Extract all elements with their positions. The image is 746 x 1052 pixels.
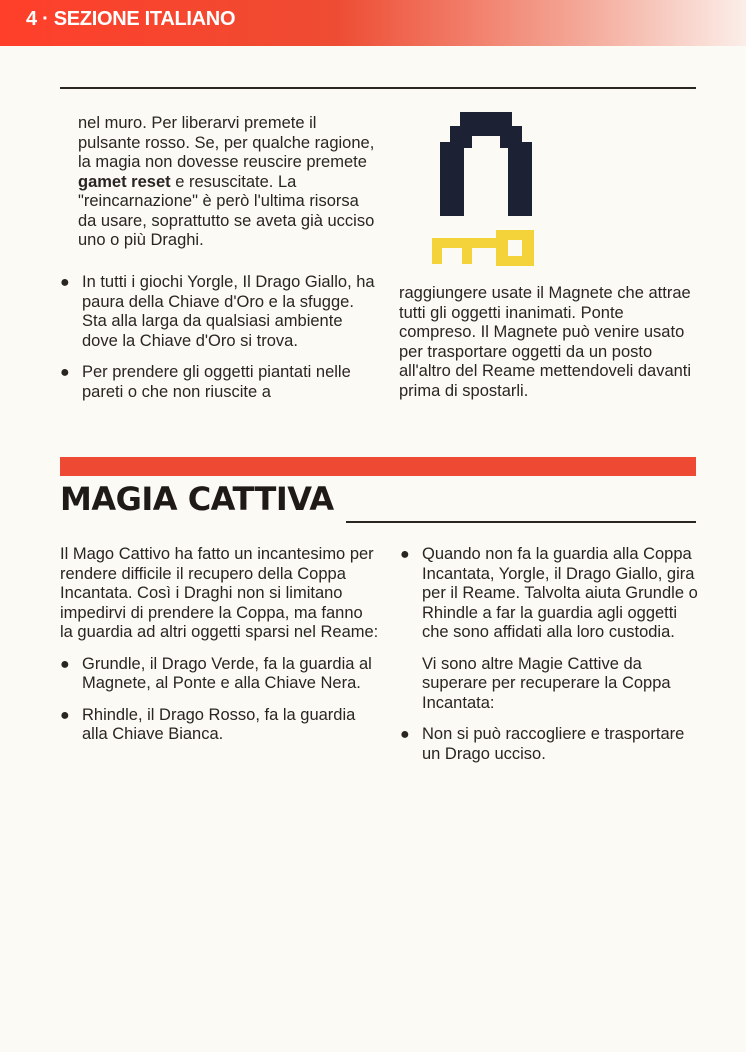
top-left-bullets	[60, 273, 380, 414]
gold-key-icon	[432, 230, 534, 266]
list-item-text: Per prendere gli oggetti piantati nelle pareti o che non riuscite a	[82, 363, 351, 401]
bullet-icon: ●	[400, 546, 410, 563]
intro-text-2: e resuscitate. La "reincarnazione" è però l'ultima risorsa da usare, soprattutto se aveta già ucciso uno o più Draghi.	[78, 172, 375, 249]
top-left-column	[78, 114, 378, 263]
section-red-bar	[60, 457, 696, 476]
list-item	[60, 363, 380, 402]
magnet-paragraph: raggiungere usate il Magnete che attrae tutti gli oggetti inanimati. Ponte compreso. Il Magnete può venire usato per trasportare oggetti da un posto all'altro del Reame mettendoveli davanti prima di spostarli.	[399, 284, 692, 400]
bullet-icon: ●	[60, 274, 70, 291]
list-item-text: Rhindle, il Drago Rosso, fa la guardia alla Chiave Bianca.	[82, 705, 356, 743]
list-item-text: In tutti i giochi Yorgle, Il Drago Giallo, ha paura della Chiave d'Oro e la sfugge. Sta alla larga da qualsiasi ambiente dove la Chiave d'Oro si trova.	[82, 273, 375, 350]
list-item	[60, 655, 380, 694]
section-intro-paragraph: Il Mago Cattivo ha fatto un incantesimo per rendere difficile il recupero della Coppa Incantata. Così i Draghi non si limitano impedirvi di prendere la Coppa, ma fanno la guardia ad altri oggetti sparsi nel Reame:	[60, 545, 379, 641]
bullet-icon: ●	[400, 726, 410, 743]
bullet-icon: ●	[60, 655, 70, 673]
list-item-text: Non si può raccogliere e trasportare un Drago ucciso.	[422, 725, 685, 763]
top-right-column	[399, 284, 699, 413]
list-item	[60, 706, 380, 745]
top-rule	[60, 87, 696, 89]
castle-gate-icon	[434, 112, 538, 216]
section-right-column	[400, 545, 700, 776]
section-title: MAGIA CATTIVA	[60, 480, 334, 518]
bullet-icon: ●	[60, 706, 70, 724]
list-item-text: Quando non fa la guardia alla Coppa Incantata, Yorgle, il Drago Giallo, gira per il Reame. Talvolta aiuta Grundle o Rhindle a far la guardia agli oggetti che sono affidati alla loro custodia.	[422, 545, 698, 641]
intro-bold-text: gamet reset	[78, 172, 171, 191]
list-item-text: Grundle, il Drago Verde, fa la guardia al Magnete, al Ponte e alla Chiave Nera.	[82, 654, 372, 692]
intro-paragraph	[78, 114, 378, 251]
list-item	[400, 545, 700, 643]
section-right-paragraph: Vi sono altre Magie Cattive da superare per recuperare la Coppa Incantata:	[422, 654, 671, 712]
intro-text-1: nel muro. Per liberarvi premete il pulsante rosso. Se, per qualche ragione, la magia non dovesse reuscire premete	[78, 114, 375, 171]
page-header-title: 4 · SEZIONE ITALIANO	[26, 8, 236, 30]
list-item	[400, 725, 700, 764]
section-title-rule	[346, 521, 696, 523]
bullet-icon: ●	[60, 364, 70, 381]
section-left-column	[60, 545, 380, 757]
list-item	[60, 273, 380, 351]
